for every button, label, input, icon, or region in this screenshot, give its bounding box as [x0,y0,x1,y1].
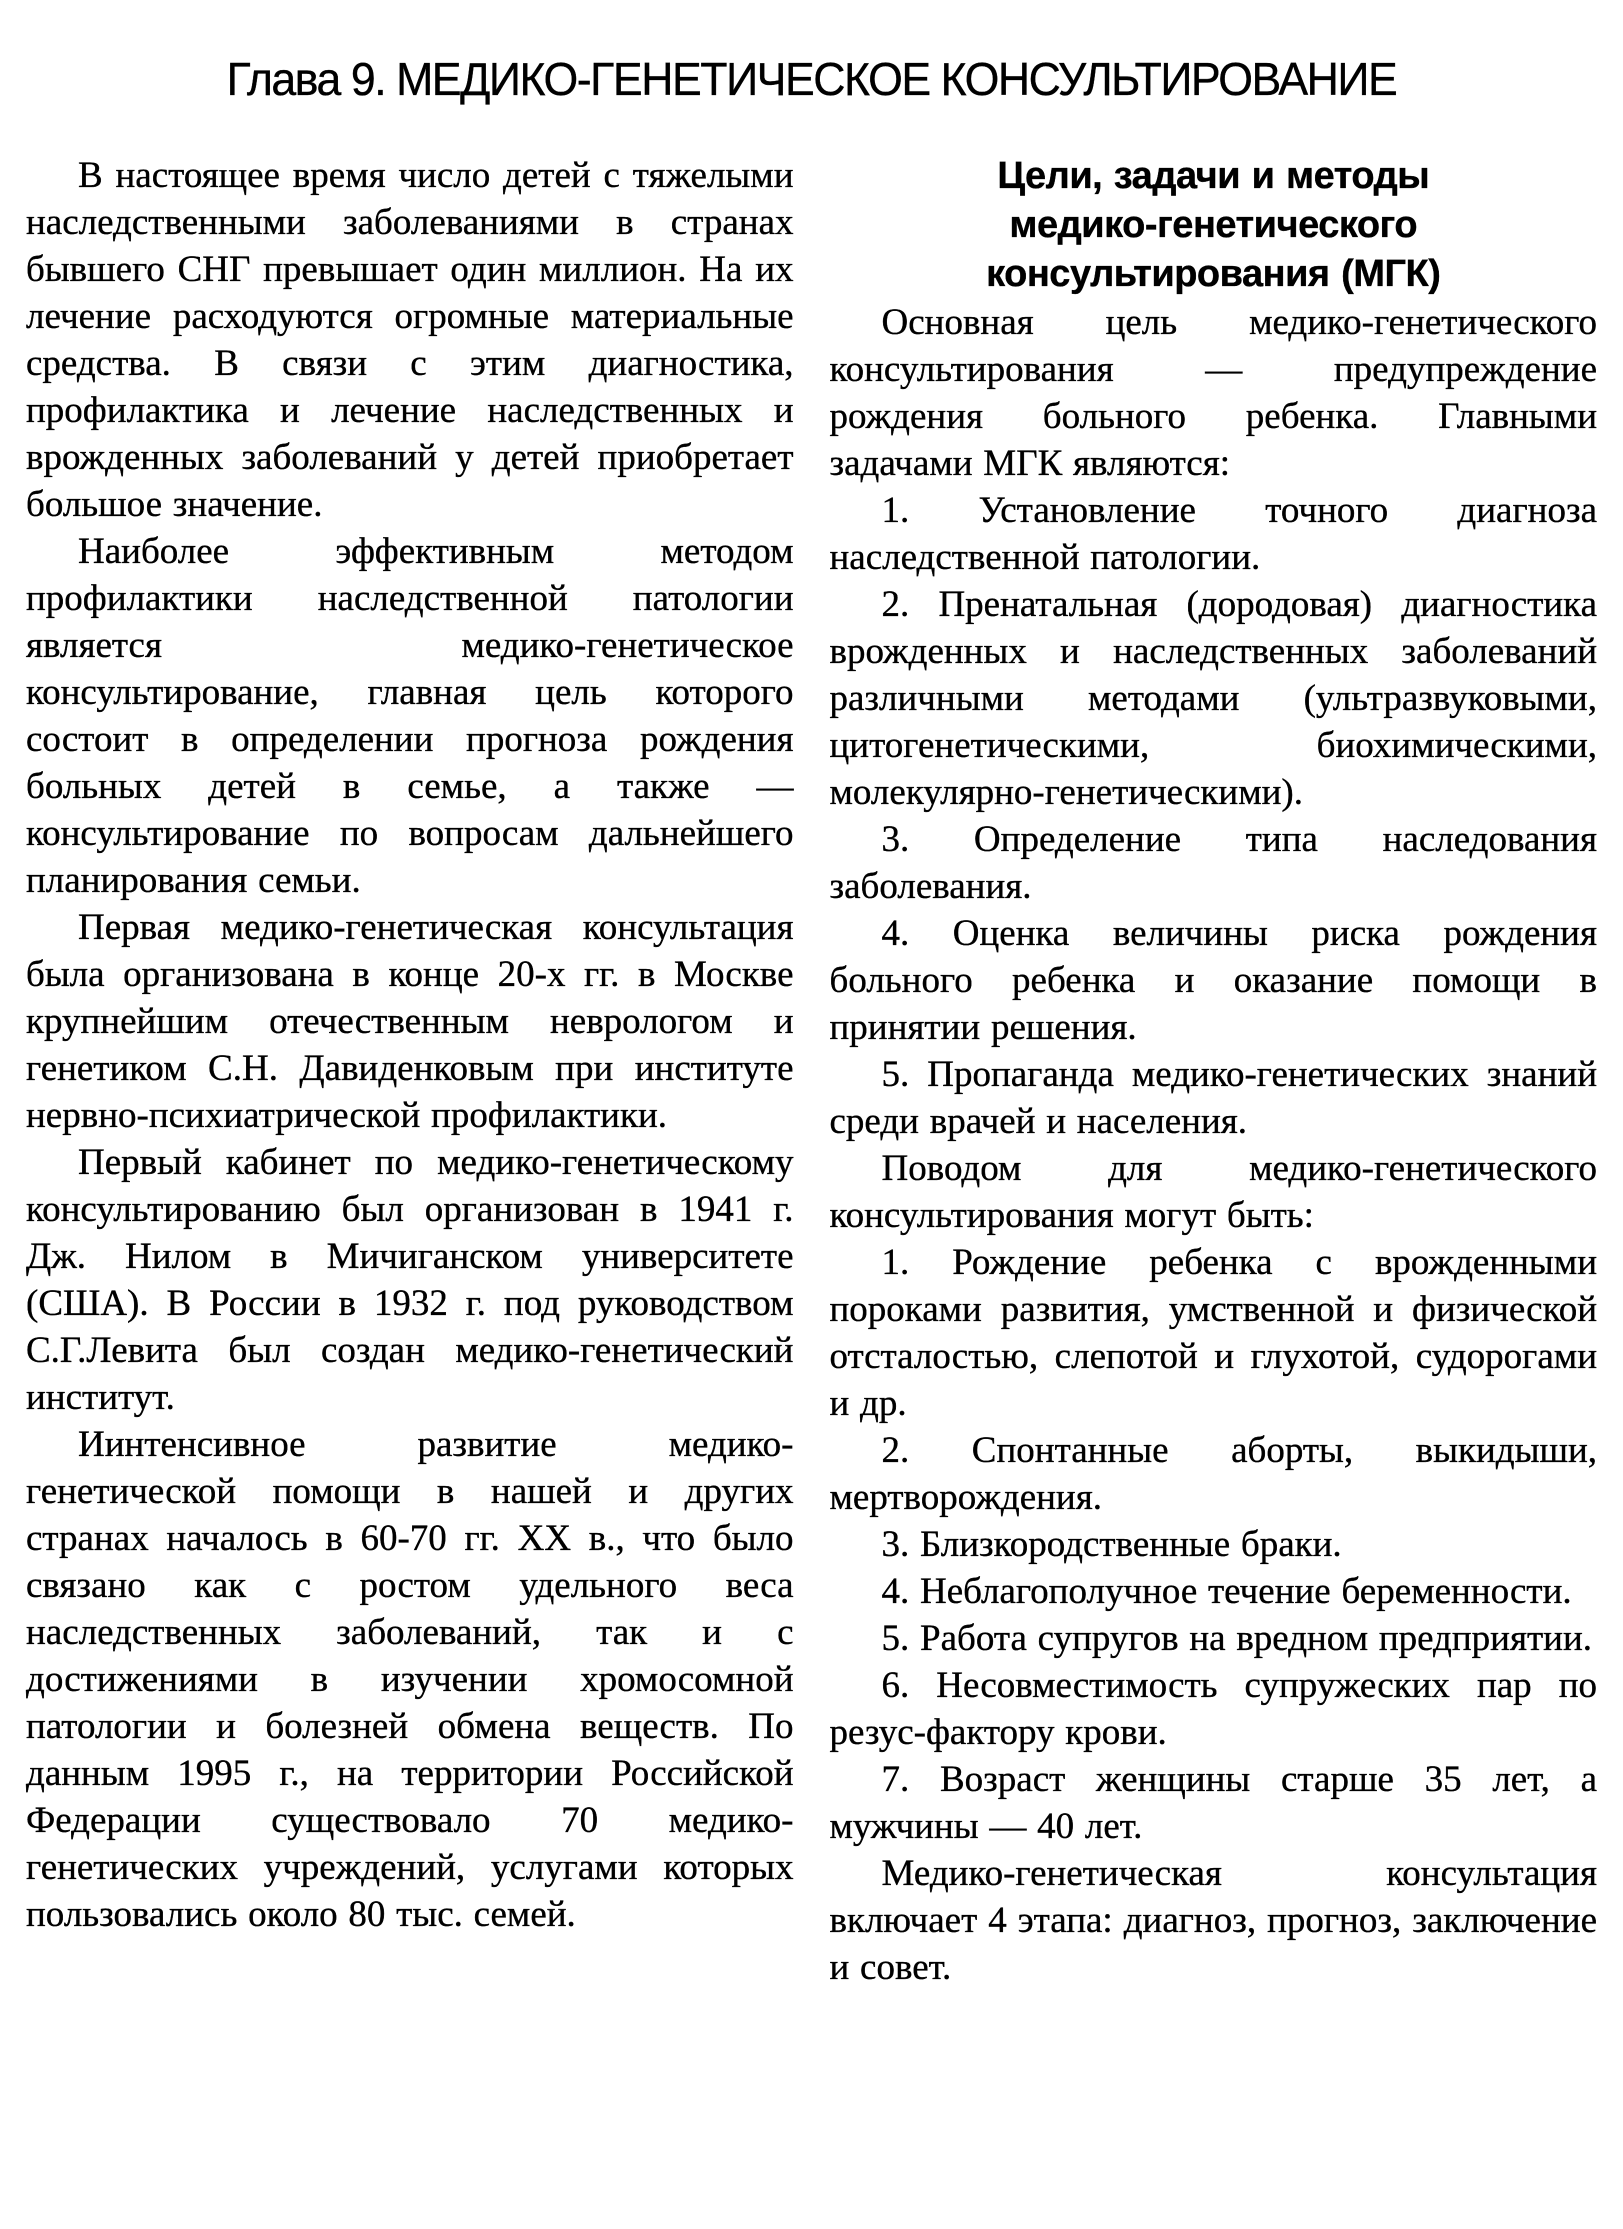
list-item-paragraph: 2. Спонтанные аборты, выкидыши, мертворождения. [829,1430,1597,1518]
list-item-paragraph: 4. Оценка величины риска рождения больного ребенка и оказание помощи в принятии решения. [829,913,1597,1048]
list-item-paragraph: 3. Близкородственные браки. [881,1524,1342,1565]
paragraph: Первый кабинет по медико-генетическому консультированию был организован в 1941 г. Дж. Нилом в Мичиганском университете (США). В России в 1932 г. под руководством С.Г.Левита был создан медико-генетический институт. [26,1142,794,1418]
paragraph: Первая медико-генетическая консультация была организована в конце 20-х гг. в Москве крупнейшим отечественным неврологом и генетиком С.Н. Давиденковым при институте нервно-психиатрической профилактики. [26,907,794,1136]
paragraph: Поводом для медико-генетического консультирования могут быть: [829,1148,1597,1236]
right-column [830,152,1598,1991]
two-column-layout [0,152,1623,1991]
section-heading-line: консультирования (МГК) [986,253,1441,295]
section-heading-line: Цели, задачи и методы [997,155,1430,197]
section-heading [830,152,1598,299]
paragraph: Наиболее эффективным методом профилактики наследственной патологии является медико-генетическое консультирование, главная цель которого состоит в определении прогноза рождения больных детей в семье, а также — консультирование по вопросам дальнейшего планирования семьи. [26,531,794,901]
list-item-paragraph: 1. Рождение ребенка с врожденными пороками развития, умственной и физической отсталостью, слепотой и глухотой, судорогами и др. [829,1242,1597,1424]
paragraph: Иинтенсивное развитие медико-генетической помощи в нашей и других странах началось в 60-70 гг. XX в., что было связано как с ростом удельного веса наследственных заболеваний, так и с достижениями в изучении хромосомной патологии и болезней обмена веществ. По данным 1995 г., на территории Российской Федерации существовало 70 медико-генетических учреждений, услугами которых пользовались около 80 тыс. семей. [26,1424,794,1935]
paragraph: Медико-генетическая консультация включает 4 этапа: диагноз, прогноз, заключение и совет. [829,1853,1597,1988]
paragraph: В настоящее время число детей с тяжелыми наследственными заболеваниями в странах бывшего СНГ превышает один миллион. На их лечение расходуются огромные материальные средства. В связи с этим диагностика, профилактика и лечение наследственных и врожденных заболеваний у детей приобретает большое значение. [26,155,794,525]
list-item-paragraph: 4. Неблагополучное течение беременности. [881,1571,1572,1612]
list-item-paragraph: 2. Пренатальная (дородовая) диагностика врожденных и наследственных заболеваний различными методами (ультразвуковыми, цитогенетическими, биохимическими, молекулярно-генетическими). [829,584,1597,813]
left-column [26,152,794,1991]
section-heading-line: медико-генетического [1009,204,1418,246]
list-item-paragraph: 7. Возраст женщины старше 35 лет, а мужчины — 40 лет. [829,1759,1597,1847]
list-item-paragraph: 3. Определение типа наследования заболевания. [829,819,1597,907]
list-item-paragraph: 5. Пропаганда медико-генетических знаний среди врачей и населения. [829,1054,1597,1142]
list-item-paragraph: 5. Работа супругов на вредном предприятии. [881,1618,1593,1659]
paragraph: Основная цель медико-генетического консультирования — предупреждение рождения больного ребенка. Главными задачами МГК являются: [829,302,1597,484]
chapter-title: Глава 9. МЕДИКО-ГЕНЕТИЧЕСКОЕ КОНСУЛЬТИРОВАНИЕ [226,53,1397,105]
list-item-paragraph: 1. Установление точного диагноза наследственной патологии. [829,490,1597,578]
list-item-paragraph: 6. Несовместимость супружеских пар по резус-фактору крови. [829,1665,1597,1753]
